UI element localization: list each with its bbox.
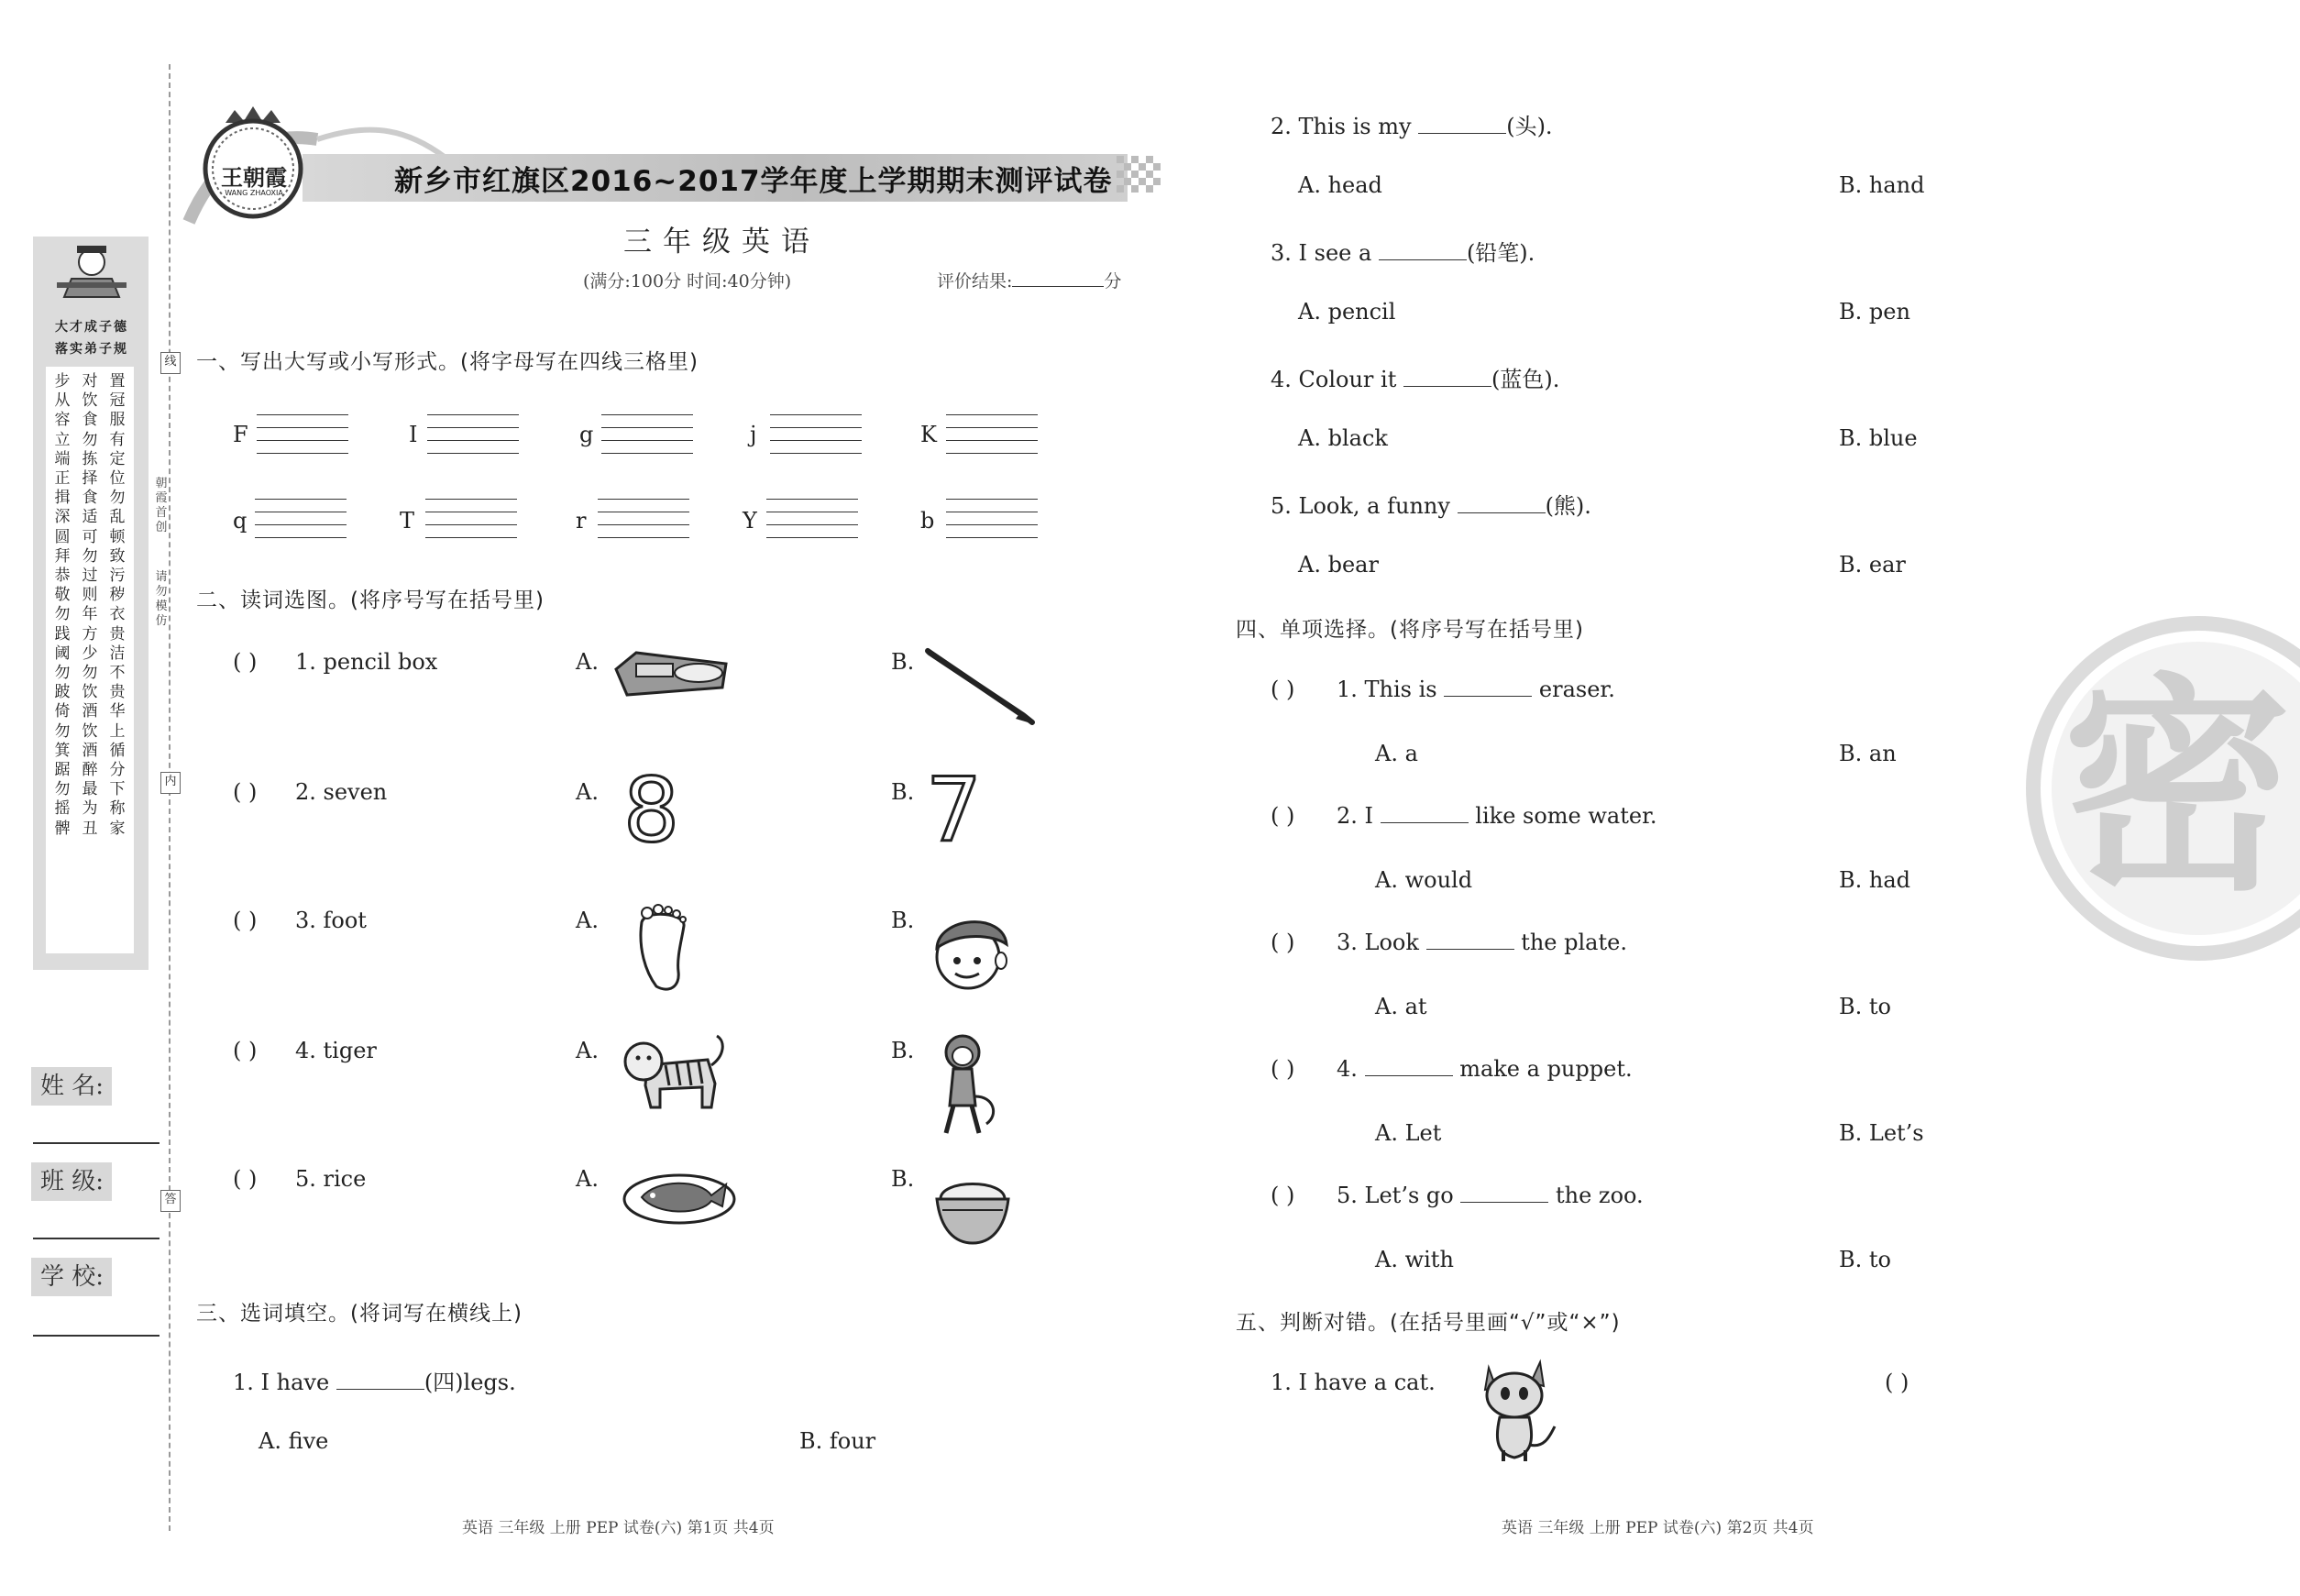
exam-title: 新乡市红旗区2016~2017学年度上学期期末测评试卷 (394, 165, 1113, 198)
answer-blank[interactable] (1403, 368, 1491, 387)
four-line-grid[interactable] (946, 414, 1038, 457)
answer-blank[interactable] (1426, 930, 1514, 950)
answer-paren[interactable]: ( ) (233, 1166, 258, 1192)
cut-mark-2: 内 (160, 772, 181, 794)
cut-mark-1: 线 (160, 352, 181, 374)
option-a-label: A. (576, 779, 599, 805)
option-b-label: B. (891, 779, 915, 805)
option-b-label: B. (891, 1166, 915, 1192)
answer-paren[interactable]: ( ) (1271, 930, 1295, 955)
school-field[interactable] (33, 1335, 160, 1337)
answer-blank[interactable] (1444, 677, 1532, 697)
motto-column-1: 步从容立端正揖深圆拜恭敬勿践阈勿跛倚勿箕踞勿摇髀 (54, 372, 71, 838)
s4-q2-option-a: A. would (1375, 867, 1473, 893)
banner-pattern-icon (1117, 156, 1172, 198)
s4-q5-post: the zoo. (1555, 1183, 1644, 1208)
s3-q3-post: (铅笔). (1466, 240, 1535, 266)
letter-T: T (400, 508, 415, 534)
letter-g: g (579, 422, 594, 447)
section-3-heading: 三、选词填空。(将词写在横线上) (196, 1302, 523, 1326)
footer-page-1: 英语 三年级 上册 PEP 试卷(六) 第1页 共4页 (462, 1519, 775, 1537)
exam-subject: 三年级英语 (623, 226, 820, 259)
answer-paren[interactable]: ( ) (233, 779, 258, 805)
cut-line (169, 64, 171, 1531)
s4-q4-option-b: B. Let’s (1839, 1120, 1924, 1146)
four-line-grid[interactable] (770, 414, 862, 457)
s2-item-2-text: 2. seven (295, 779, 388, 805)
s3-q5-option-a: A. bear (1298, 552, 1379, 578)
s3-q5-option-b: B. ear (1839, 552, 1906, 578)
letter-r: r (576, 508, 587, 534)
s4-question-2 (1337, 803, 1657, 829)
option-a-label: A. (576, 908, 599, 933)
pencil-icon (920, 642, 1040, 726)
motto-column-2: 对饮食勿拣择食适可勿过则年方少勿饮酒饮酒醉最为丑 (82, 372, 98, 838)
s3-q3-option-a: A. pencil (1298, 299, 1396, 325)
s3-question-1 (233, 1364, 516, 1396)
foot-icon (629, 902, 693, 994)
s3-q5-pre: 5. Look, a funny (1271, 493, 1450, 519)
s4-q2-post: like some water. (1475, 803, 1657, 829)
s3-q1-option-b: B. four (799, 1428, 876, 1454)
evaluation-label: 评价结果: (937, 271, 1013, 292)
s3-q5-post: (熊). (1545, 493, 1591, 519)
motto-text-box (46, 367, 134, 953)
answer-paren[interactable]: ( ) (1271, 1183, 1295, 1208)
s3-q2-pre: 2. This is my (1271, 114, 1412, 139)
s3-q4-option-a: A. black (1298, 425, 1388, 451)
s3-q2-option-a: A. head (1298, 172, 1382, 198)
s3-q1-option-a: A. five (259, 1428, 329, 1454)
motto-column-3: 置冠服有定位勿乱顿致污秽衣贵洁不贵华上循分下称家 (109, 372, 126, 838)
s4-q3-pre: 3. Look (1337, 930, 1419, 955)
s4-q1-pre: 1. This is (1337, 677, 1437, 702)
digit-seven-icon: 7 (926, 759, 983, 862)
answer-blank[interactable] (1458, 494, 1546, 513)
answer-blank[interactable] (1365, 1057, 1453, 1076)
option-a-label: A. (576, 649, 599, 675)
s3-question-2 (1271, 108, 1553, 140)
evaluation-blank[interactable] (1012, 268, 1104, 287)
s4-q2-pre: 2. I (1337, 803, 1374, 829)
pencil-box-icon (609, 642, 733, 700)
s4-q5-pre: 5. Let’s go (1337, 1183, 1454, 1208)
s4-q3-option-a: A. at (1375, 994, 1427, 1019)
s2-item-1-text: 1. pencil box (295, 649, 438, 675)
vertical-note-1: 朝霞首创 (155, 477, 168, 534)
answer-paren[interactable]: ( ) (1271, 677, 1295, 702)
footer-page-2: 英语 三年级 上册 PEP 试卷(六) 第2页 共4页 (1502, 1519, 1814, 1537)
four-line-grid[interactable] (257, 414, 348, 457)
s3-q3-pre: 3. I see a (1271, 240, 1372, 266)
s4-q3-option-b: B. to (1839, 994, 1891, 1019)
section-2-heading: 二、读词选图。(将序号写在括号里) (196, 589, 545, 612)
letter-K: K (920, 422, 937, 447)
class-label: 班 级: (31, 1162, 112, 1201)
letter-j: j (750, 422, 757, 447)
class-field[interactable] (33, 1238, 160, 1239)
tiger-icon (620, 1029, 730, 1113)
s4-question-5 (1337, 1183, 1644, 1208)
four-line-grid[interactable] (425, 499, 517, 541)
evaluation-unit: 分 (1104, 271, 1122, 292)
s4-q5-option-b: B. to (1839, 1247, 1891, 1272)
s3-q2-post: (头). (1506, 114, 1553, 139)
section-1-heading: 一、写出大写或小写形式。(将字母写在四线三格里) (196, 350, 699, 374)
answer-paren[interactable]: ( ) (233, 649, 258, 675)
s4-q5-option-a: A. with (1375, 1247, 1454, 1272)
s4-q1-option-b: B. an (1839, 741, 1897, 766)
s3-question-3 (1271, 235, 1535, 267)
exam-meta: (满分:100分 时间:40分钟) (583, 271, 792, 292)
answer-blank[interactable] (1418, 115, 1506, 134)
four-line-grid[interactable] (946, 499, 1038, 541)
s4-q4-option-a: A. Let (1375, 1120, 1442, 1146)
letter-Y: Y (743, 508, 757, 534)
option-a-label: A. (576, 1038, 599, 1063)
s3-q1-pre: 1. I have (233, 1370, 330, 1395)
s4-question-4 (1337, 1056, 1633, 1082)
letter-I: I (409, 422, 418, 447)
cat-icon (1476, 1353, 1560, 1467)
s4-q1-option-a: A. a (1375, 741, 1418, 766)
option-a-label: A. (576, 1166, 599, 1192)
s3-q4-pre: 4. Colour it (1271, 367, 1397, 392)
s4-question-1 (1337, 677, 1615, 702)
letter-q: q (233, 508, 248, 534)
evaluation-field (937, 268, 1121, 292)
boy-face-icon (924, 908, 1016, 996)
rice-bowl-icon (931, 1166, 1014, 1249)
s4-q1-post: eraser. (1538, 677, 1615, 702)
four-line-grid[interactable] (601, 414, 693, 457)
s4-q4-post: make a puppet. (1459, 1056, 1633, 1082)
school-label: 学 校: (31, 1258, 112, 1296)
logo-text: 王朝霞 (221, 164, 287, 191)
s2-item-4-text: 4. tiger (295, 1038, 377, 1063)
s3-question-4 (1271, 361, 1559, 393)
s5-question-1: 1. I have a cat. (1271, 1370, 1436, 1395)
fish-plate-icon (620, 1166, 739, 1227)
four-line-grid[interactable] (427, 414, 519, 457)
section-4-heading: 四、单项选择。(将序号写在括号里) (1236, 618, 1584, 642)
four-line-grid[interactable] (766, 499, 858, 541)
letter-b: b (920, 508, 935, 534)
scholar-icon (53, 242, 130, 306)
s2-item-5-text: 5. rice (295, 1166, 367, 1192)
answer-blank[interactable] (336, 1370, 424, 1390)
answer-paren[interactable]: ( ) (1885, 1370, 1909, 1395)
answer-paren[interactable]: ( ) (1271, 1056, 1295, 1082)
cut-mark-3: 答 (160, 1190, 181, 1212)
section-5-heading: 五、判断对错。(在括号里画“√”或“×”) (1236, 1311, 1621, 1335)
option-b-label: B. (891, 908, 915, 933)
s3-q4-post: (蓝色). (1491, 367, 1560, 392)
name-label: 姓 名: (31, 1067, 112, 1106)
vertical-note-2: 请勿模仿 (155, 570, 168, 628)
s4-q4-pre: 4. (1337, 1056, 1358, 1082)
answer-blank[interactable] (1381, 804, 1469, 823)
slogan-line-1: 大才成子德 (55, 320, 128, 335)
s3-q4-option-b: B. blue (1839, 425, 1918, 451)
s2-item-3-text: 3. foot (295, 908, 367, 933)
name-field[interactable] (33, 1142, 160, 1144)
answer-blank[interactable] (1379, 241, 1467, 260)
answer-paren[interactable]: ( ) (1271, 803, 1295, 829)
monkey-icon (933, 1032, 1007, 1139)
s3-q3-option-b: B. pen (1839, 299, 1910, 325)
logo-subtext: WANG ZHAOXIA (225, 189, 283, 197)
option-b-label: B. (891, 1038, 915, 1063)
answer-paren[interactable]: ( ) (233, 1038, 258, 1063)
s4-q3-post: the plate. (1521, 930, 1627, 955)
s4-question-3 (1337, 930, 1627, 955)
s3-question-5 (1271, 488, 1591, 520)
four-line-grid[interactable] (255, 499, 347, 541)
s3-q2-option-b: B. hand (1839, 172, 1925, 198)
s4-q2-option-b: B. had (1839, 867, 1911, 893)
digit-eight-icon: 8 (623, 759, 680, 862)
seal-glyph: 密 (2063, 655, 2292, 921)
answer-paren[interactable]: ( ) (233, 908, 258, 933)
four-line-grid[interactable] (598, 499, 689, 541)
letter-F: F (233, 422, 248, 447)
option-b-label: B. (891, 649, 915, 675)
slogan-line-2: 落实弟子规 (55, 342, 128, 357)
answer-blank[interactable] (1460, 1183, 1548, 1203)
s3-q1-post: (四)legs. (424, 1370, 516, 1395)
